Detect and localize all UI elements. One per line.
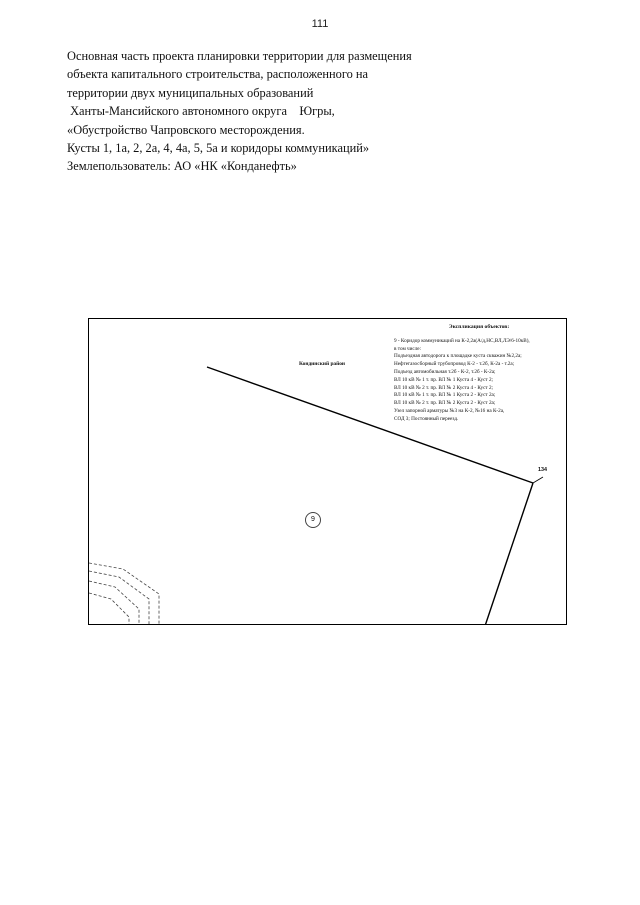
point-marker xyxy=(533,477,543,483)
boundary-line-right xyxy=(485,483,533,625)
legend-line: Подъезд автомобильная т.2б - К-2, т.2б - К-2а; xyxy=(394,368,496,375)
corridor-dashed-line xyxy=(89,581,139,625)
legend-line: ВЛ 10 кВ № 1 т. пр. ВЛ № 1 Куста 2 - Куст 2а; xyxy=(394,392,496,399)
heading-line: Ханты-Мансийского автономного округа Югры, xyxy=(67,104,335,119)
legend-line: 9 - Коридор коммуникаций на К-2,2а(А/д,НС,ВЛ,ЛЭ/6-10кВ), xyxy=(394,337,530,344)
heading-line: Основная часть проекта планировки территории для размещения xyxy=(67,49,412,63)
legend-line: СОД 3; Постоянный переезд. xyxy=(394,415,459,422)
legend-line: Узел запорной арматуры №3 на К-2, №16 на К-2а, xyxy=(394,407,505,414)
corridor-dashed-line xyxy=(89,593,129,625)
object-number-circle: 9 xyxy=(305,512,321,528)
corridor-dashed-line xyxy=(89,571,149,625)
corridor-dashed-line xyxy=(89,563,159,625)
map-frame xyxy=(88,318,567,625)
region-label: Кондинский район xyxy=(299,361,346,367)
legend-line: ВЛ 10 кВ № 1 т. пр. ВЛ № 1 Куста 4 - Куст 2; xyxy=(394,376,493,383)
heading-line: территории двух муниципальных образований xyxy=(67,85,314,100)
heading-line: «Обустройство Чапровского месторождения. xyxy=(67,122,305,137)
heading-line: Землепользователь: АО «НК «Конданефть» xyxy=(67,159,297,174)
legend-line: Подъездная автодорога к площадке куста скважин №2,2а; xyxy=(394,353,522,360)
legend-line: в том числе: xyxy=(394,345,422,352)
document-heading xyxy=(67,47,507,176)
legend-line: ВЛ 10 кВ № 2 т. пр. ВЛ № 2 Куста 4 - Куст 2; xyxy=(394,384,493,391)
page-number: 111 xyxy=(311,18,329,30)
heading-line: Кусты 1, 1а, 2, 2а, 4, 4а, 5, 5а и коридоры коммуникаций» xyxy=(67,141,370,156)
legend xyxy=(394,324,564,424)
point-number-label: 134 xyxy=(538,467,547,473)
heading-line: объекта капитального строительства, расположенного на xyxy=(67,67,369,82)
legend-line: ВЛ 10 кВ № 2 т. пр. ВЛ № 2 Куста 2 - Куст 2а; xyxy=(394,400,496,407)
legend-line: Нефтегазосборный трубопровод К-2 - т.2б, К-2а - т.2а; xyxy=(394,361,515,368)
legend-title: Экспликация объектов: xyxy=(448,324,510,330)
